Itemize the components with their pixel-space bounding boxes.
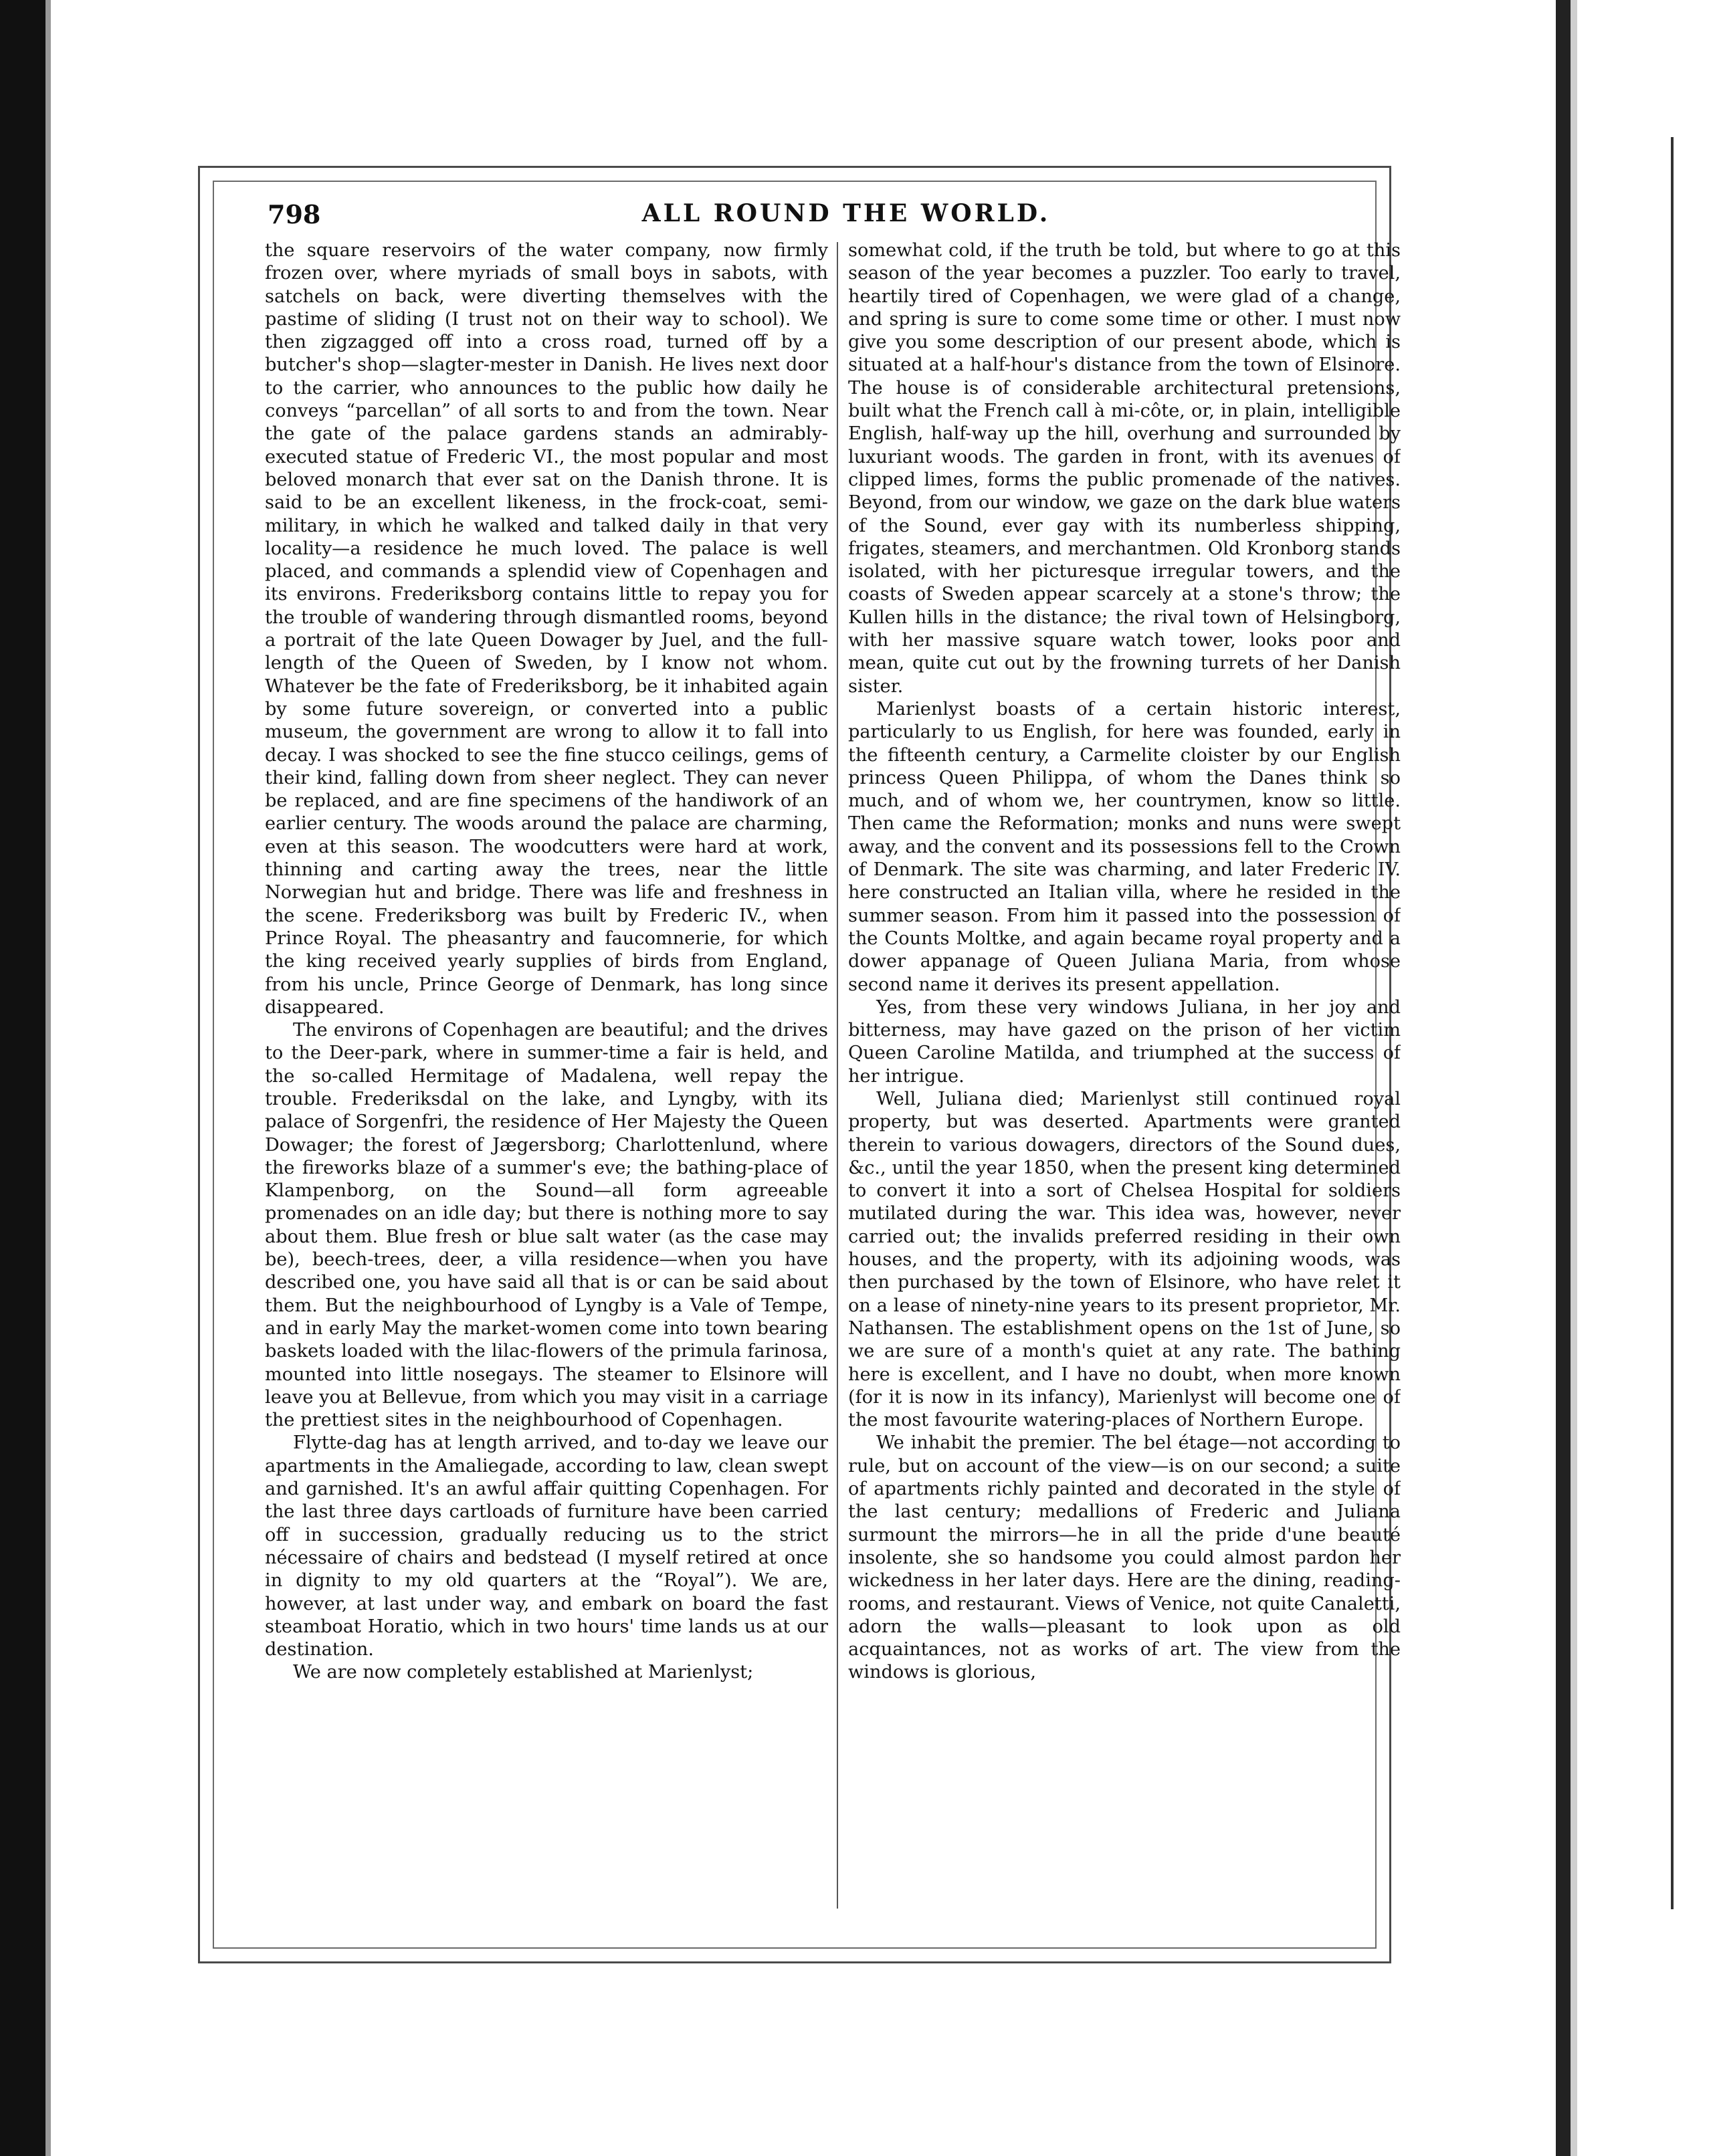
- running-head: ALL ROUND THE WORLD.: [641, 199, 1051, 227]
- paragraph: The environs of Copenhagen are beautiful; and the drives to the Deer-park, where in summer-time a fair is held, and the so-called Hermitage of Madalena, well repay the trouble. Frederiksdal on the lake, and Lyngby, with its palace of Sorgenfri, the residence of Her Majesty the Queen Dowager; the forest of Jægersborg; Charlottenlund, where the fireworks blaze of a summer's eve; the bathing-place of Klampenborg, on the Sound—all form agreeable promenades on an idle day; but there is nothing more to say about them. Blue fresh or blue salt water (as the case may be), beech-trees, deer, a villa residence—when you have described one, you have said all that is or can be said about them. But the neighbourhood of Lyngby is a Vale of Tempe, and in early May the market-women come into town bearing baskets loaded with the lilac-flowers of the primula farinosa, mounted into little nosegays. The steamer to Elsinore will leave you at Bellevue, from which you may visit in a carriage the prettiest sites in the neighbourhood of Copenhagen.: [265, 1020, 828, 1431]
- paragraph: Flytte-dag has at length arrived, and to-day we leave our apartments in the Amaliegade, according to law, clean swept and garnished. It's an awful affair quitting Copenhagen. For the last three days cartloads of furniture have been carried off in succession, gradually reducing us to the strict nécessaire of chairs and bedstead (I myself retired at once in dignity to my old quarters at the “Royal”). We are, however, at last under way, and embark on board the fast steamboat Horatio, which in two hours' time lands us at our destination.: [265, 1432, 828, 1660]
- book-gutter-shadow: [1571, 0, 1577, 2156]
- scan-left-edge-shadow: [45, 0, 51, 2156]
- paragraph: We inhabit the premier. The bel étage—not according to rule, but on account of the view—is on our second; a suite of apartments richly painted and decorated in the style of the last century; medallions of Frederic and Juliana surmount the mirrors—he in all the pride d'une beauté insolente, she so handsome you could almost pardon her wickedness in her later days. Here are the dining, reading-rooms, and restaurant. Views of Venice, not quite Canaletti, adorn the walls—pleasant to look upon as old acquaintances, not as works of art. The view from the windows is glorious,: [848, 1432, 1401, 1683]
- paragraph: somewhat cold, if the truth be told, but where to go at this season of the year becomes a puzzler. Too early to travel, heartily tired of Copenhagen, we were glad of a change, and spring is sure to come some time or other. I must now give you some description of our present abode, which is situated at a half-hour's distance from the town of Elsinore. The house is of considerable architectural pretensions, built what the French call à mi-côte, or, in plain, intelligible English, half-way up the hill, overhung and surrounded by luxuriant woods. The garden in front, with its avenues of clipped limes, forms the public promenade of the natives. Beyond, from our window, we gaze on the dark blue waters of the Sound, ever gay with its numberless shipping, frigates, steamers, and merchantmen. Old Kronborg stands isolated, with her picturesque irregular towers, and the coasts of Sweden appear scarcely at a stone's throw; the Kullen hills in the distance; the rival town of Helsingborg, with her massive square watch tower, looks poor and mean, quite cut out by the frowning turrets of her Danish sister.: [848, 240, 1401, 697]
- paragraph: We are now completely established at Marienlyst;: [293, 1662, 754, 1683]
- book-gutter: [1556, 0, 1571, 2156]
- left-column: [265, 239, 828, 1918]
- right-column: [848, 239, 1401, 1918]
- paragraph: Yes, from these very windows Juliana, in her joy and bitterness, may have gazed on the prison of her victim Queen Caroline Matilda, and triumphed at the success of her intrigue.: [848, 996, 1401, 1087]
- facing-page-frame-rule: [1671, 137, 1674, 1909]
- page-number: 798: [268, 199, 321, 229]
- facing-page-edge: [1577, 0, 1715, 2156]
- paragraph: Well, Juliana died; Marienlyst still continued royal property, but was deserted. Apartments were granted therein to various dowagers, directors of the Sound dues, &c., until the year 1850, when the present king determined to convert it into a sort of Chelsea Hospital for soldiers mutilated during the war. This idea was, however, never carried out; the invalids preferred residing in their own houses, and the property, with its adjoining woods, was then purchased by the town of Elsinore, who have relet it on a lease of ninety-nine years to its present proprietor, Mr. Nathansen. The establishment opens on the 1st of June, so we are sure of a month's quiet at any rate. The bathing here is excellent, and I have no doubt, when more known (for it is now in its infancy), Marienlyst will become one of the most favourite watering-places of Northern Europe.: [848, 1088, 1401, 1431]
- paragraph: the square reservoirs of the water company, now firmly frozen over, where myriads of small boys in sabots, with satchels on back, were diverting themselves with the pastime of sliding (I trust not on their way to school). We then zigzagged off into a cross road, turned off by a butcher's shop—slagter-mester in Danish. He lives next door to the carrier, who announces to the public how daily he conveys “parcellan” of all sorts to and from the town. Near the gate of the palace gardens stands an admirably-executed statue of Frederic VI., the most popular and most beloved monarch that ever sat on the Danish throne. It is said to be an excellent likeness, in the frock-coat, semi-military, in which he walked and talked daily in that very locality—a residence he much loved. The palace is well placed, and commands a splendid view of Copenhagen and its environs. Frederiksborg contains little to repay you for the trouble of wandering through dismantled rooms, beyond a portrait of the late Queen Dowager by Juel, and the full-length of the Queen of Sweden, by I know not whom. Whatever be the fate of Frederiksborg, be it inhabited again by some future sovereign, or converted into a public museum, the government are wrong to allow it to fall into decay. I was shocked to see the fine stucco ceilings, gems of their kind, falling down from sheer neglect. They can never be replaced, and are fine specimens of the handiwork of an earlier century. The woods around the palace are charming, even at this season. The woodcutters were hard at work, thinning and carting away the trees, near the little Norwegian hut and bridge. There was life and freshness in the scene. Frederiksborg was built by Frederic IV., when Prince Royal. The pheasantry and faucomnerie, for which the king received yearly supplies of birds from England, from his uncle, Prince George of Denmark, has long since disappeared.: [265, 240, 828, 1018]
- scan-left-edge: [0, 0, 45, 2156]
- column-divider: [837, 242, 838, 1909]
- paragraph: Marienlyst boasts of a certain historic interest, particularly to us English, for here was founded, early in the fifteenth century, a Carmelite cloister by our English princess Queen Philippa, of whom the Danes think so much, and of whom we, her countrymen, know so little. Then came the Reformation; monks and nuns were swept away, and the convent and its possessions fell to the Crown of Denmark. The site was charming, and later Frederic IV. here constructed an Italian villa, where he resided in the summer season. From him it passed into the possession of the Counts Moltke, and again became royal property and a dower appanage of Queen Juliana Maria, from whose second name it derives its present appellation.: [848, 698, 1401, 995]
